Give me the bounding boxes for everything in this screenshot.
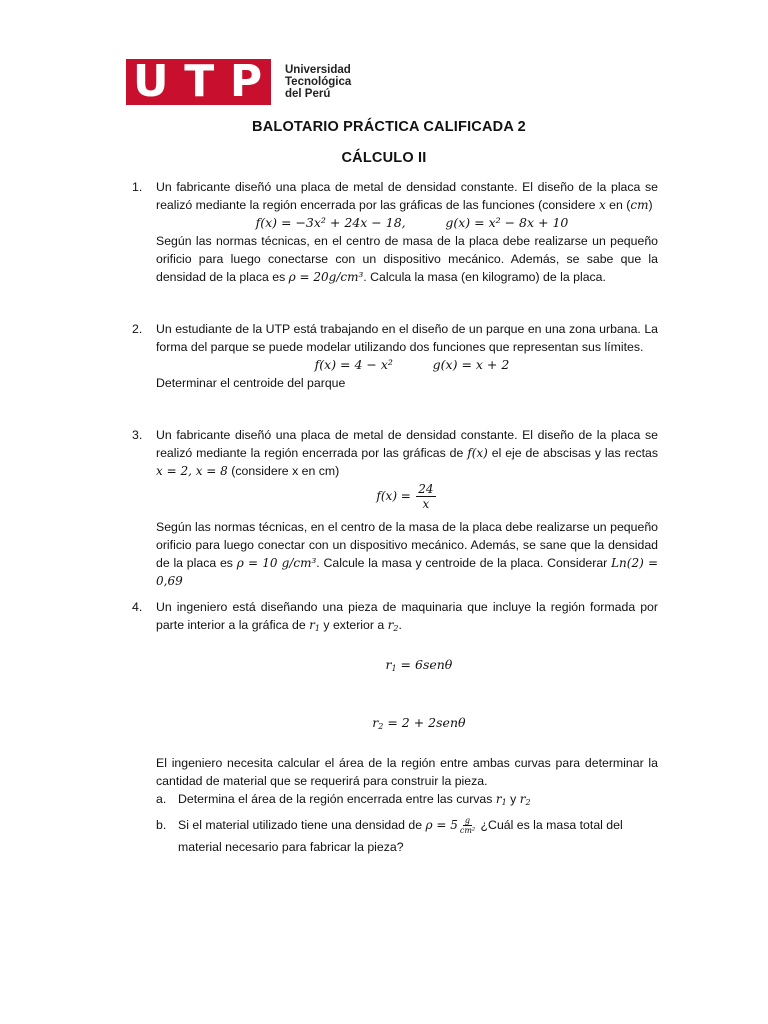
text-segment: .: [398, 618, 402, 632]
problem-number: 2.: [132, 322, 143, 336]
utp-logo: [126, 56, 352, 107]
item-label: b.: [156, 818, 167, 832]
problem-body: [156, 426, 658, 590]
logo-line-3: del Perú: [285, 88, 331, 100]
math-r1: [496, 792, 507, 806]
math-subscript: 2: [393, 624, 399, 633]
math-var: x: [598, 198, 606, 212]
problem-text: Determinar el centroide del parque: [156, 376, 346, 390]
text-segment: Un ingeniero está diseñando una pieza de maquinaria que incluye la región formada por parte interior a la gráfica de: [156, 600, 658, 632]
problem-body: [156, 178, 658, 286]
fraction: [460, 816, 475, 835]
logo-letter-u: U: [132, 56, 171, 107]
text-segment: ¿Cuál es la masa total del material necesario para fabricar la pieza?: [178, 818, 623, 854]
equation-r2: [156, 696, 658, 754]
text-segment: y exterior a: [323, 618, 385, 632]
text-segment: Según las normas técnicas, en el centro de la masa de la placa debe realizarse un pequeño orificio para luego conectar con un dispositivo mecánico. Además, se sane que la densidad de la placa es: [156, 520, 658, 570]
problem-number: 3.: [132, 428, 143, 442]
text-segment: el eje de abscisas y las rectas: [491, 446, 658, 460]
utp-logo-mark: [126, 56, 271, 107]
equation: f(x) = −3x² + 24x − 18, g(x) = x² − 8x + 10: [255, 215, 569, 230]
paren-unit: (cm): [626, 198, 653, 212]
logo-letter-t: T: [184, 56, 217, 107]
text-segment: (considere x en cm): [231, 464, 340, 478]
logo-line-2: Tecnológica: [285, 76, 352, 88]
math-r1: [309, 618, 320, 632]
text-segment: Si el material utilizado tiene una densidad de: [178, 818, 423, 832]
math-lines: x = 2, x = 8: [156, 464, 228, 478]
math-rhs: = 6senθ: [400, 657, 453, 672]
item-label: a.: [156, 792, 167, 806]
fraction-numerator: 24: [418, 482, 434, 496]
math-subscript: 1: [501, 798, 507, 807]
problem-body: [156, 320, 658, 392]
math-ln: Ln(2) = 0,69: [156, 556, 659, 588]
equation: f(x) = 4 − x² g(x) = x + 2: [314, 357, 510, 372]
math-rhs: = 2 + 2senθ: [387, 715, 466, 730]
math-rho: ρ = 5: [425, 818, 458, 832]
equation: [156, 480, 658, 518]
problem-text: [156, 598, 658, 638]
logo-university-name: [285, 64, 351, 100]
problem-text: [156, 426, 658, 480]
problem-text: [156, 518, 658, 590]
math-var: r: [387, 618, 394, 632]
text-segment: Determina el área de la región encerrada entre las curvas: [178, 792, 493, 806]
fraction-denominator: x: [422, 497, 430, 511]
text-segment: Un fabricante diseñó una placa de metal de densidad constante. El diseño de la placa se realizó mediante la región encerrada por las gráficas de las funciones (considere: [156, 180, 658, 212]
problem-number: 4.: [132, 600, 143, 614]
math-var: r: [519, 792, 526, 806]
math-r2: [520, 792, 531, 806]
math-var: r: [309, 618, 315, 632]
math-fx: f(x): [467, 446, 488, 460]
math-density: ρ = 10 g/cm³: [236, 556, 317, 570]
math-lhs: f(x) =: [376, 488, 411, 503]
problem-text: [156, 178, 658, 214]
document-subtitle: CÁLCULO II: [341, 150, 427, 166]
problem-body: [156, 598, 658, 858]
math-r2: [387, 618, 402, 633]
problem-text: El ingeniero necesita calcular el área de la región entre ambas curvas para determinar la cantidad de material que se requerirá para construir la pieza.: [156, 756, 658, 788]
math-unit: cm: [630, 198, 649, 212]
text-segment: Un fabricante diseñó una placa de metal de densidad constante. El diseño de la placa se realizó mediante la región encerrada por las gráficas de: [156, 428, 658, 460]
text-segment: y: [510, 792, 517, 806]
document-title: BALOTARIO PRÁCTICA CALIFICADA 2: [252, 119, 526, 135]
sub-item-b: [156, 814, 658, 858]
problem-text: Un estudiante de la UTP está trabajando en el diseño de un parque en una zona urbana. La forma del parque se puede modelar utilizando dos funciones que representan sus límites.: [156, 322, 658, 354]
problem-text: [156, 232, 658, 286]
text-segment: en: [609, 198, 623, 212]
text-segment: . Calcula la masa (en kilogramo) de la placa.: [363, 270, 606, 284]
math-subscript: 2: [525, 798, 531, 807]
math-subscript: 2: [378, 722, 384, 731]
equation-r1: [156, 638, 658, 696]
math-var: r: [495, 792, 502, 806]
math-subscript: 1: [314, 624, 320, 633]
text-segment: ): [648, 198, 653, 212]
math-var: r: [372, 715, 379, 730]
text-segment: . Calcule la masa y centroide de la placa. Considerar: [316, 556, 608, 570]
fraction-denominator: cm²: [459, 826, 476, 836]
problem-number: 1.: [132, 180, 143, 194]
math-var: r: [385, 657, 392, 672]
fraction-numerator: g: [464, 816, 471, 826]
sub-item-a: [156, 790, 658, 812]
fraction: [416, 482, 435, 511]
text-segment: Según las normas técnicas, en el centro de masa de la placa debe realizarse un pequeño orificio para luego conectarse con un dispositivo mecánico. Además, se sabe que la densidad de la placa es: [156, 234, 658, 284]
math-subscript: 1: [391, 664, 397, 673]
logo-line-1: Universidad: [285, 64, 351, 76]
math-density: ρ = 20g/cm³: [288, 270, 364, 284]
logo-letter-p: P: [229, 56, 265, 107]
